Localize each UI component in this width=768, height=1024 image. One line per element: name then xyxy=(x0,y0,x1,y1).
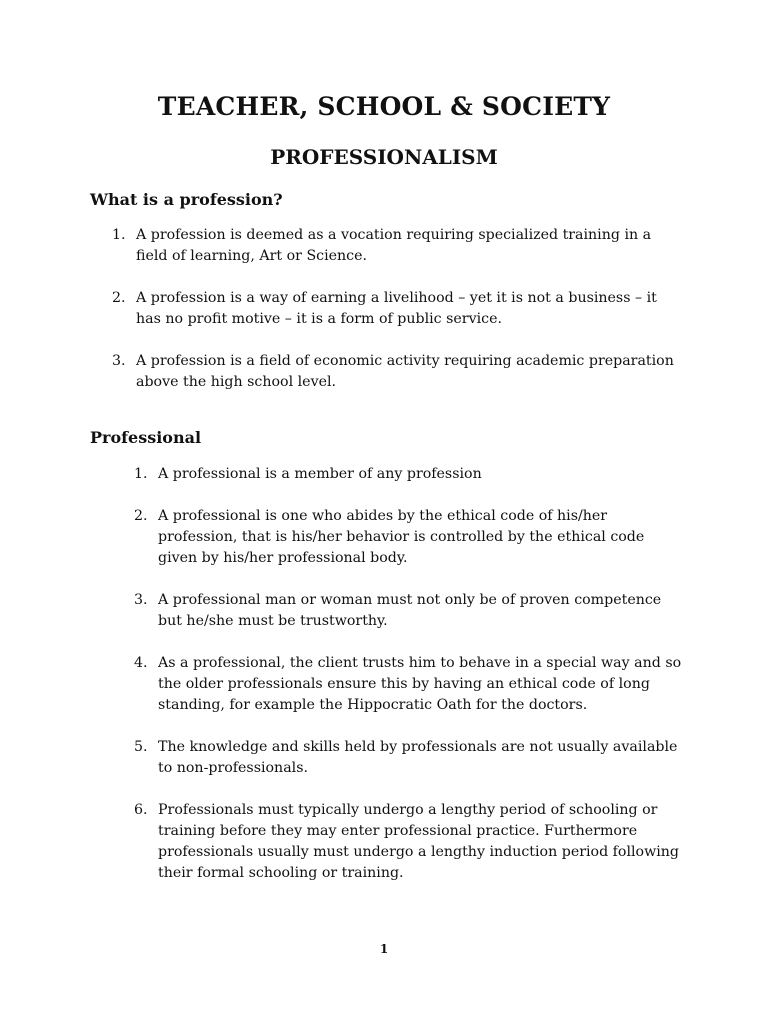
section-heading-professional: Professional xyxy=(90,428,202,447)
professional-definition-list xyxy=(134,464,683,905)
list-item xyxy=(134,800,683,884)
document-subtitle: PROFESSIONALISM xyxy=(270,145,498,169)
list-item-text: A professional is a member of any profession xyxy=(158,466,482,482)
list-item xyxy=(112,351,676,393)
list-item-text: A professional is one who abides by the ethical code of his/her profession, that is his/her behavior is controlled by the ethical code given by his/her professional body. xyxy=(158,508,645,566)
profession-definition-list xyxy=(112,225,676,414)
list-item-number: 2. xyxy=(134,508,148,524)
list-item-text: A profession is deemed as a vocation requiring specialized training in a field of learning, Art or Science. xyxy=(136,227,652,264)
list-item-text: A profession is a field of economic activity requiring academic preparation above the high school level. xyxy=(136,353,674,390)
list-item-number: 3. xyxy=(134,592,148,608)
list-item xyxy=(134,590,683,632)
list-item xyxy=(134,653,683,716)
list-item-number: 4. xyxy=(134,655,148,671)
list-item xyxy=(134,737,683,779)
list-item-number: 1. xyxy=(134,466,148,482)
list-item-text: A professional man or woman must not only be of proven competence but he/she must be trustworthy. xyxy=(158,592,662,629)
list-item-text: Professionals must typically undergo a lengthy period of schooling or training before they may enter professional practice. Furthermore professionals usually must undergo a lengthy induction period following their formal schooling or training. xyxy=(158,802,679,881)
list-item xyxy=(112,225,676,267)
list-item-text: A profession is a way of earning a livelihood – yet it is not a business – it has no profit motive – it is a form of public service. xyxy=(136,290,657,327)
list-item-text: As a professional, the client trusts him to behave in a special way and so the older professionals ensure this by having an ethical code of long standing, for example the Hippocratic Oath for the doctors. xyxy=(158,655,682,713)
list-item-number: 1. xyxy=(112,227,126,243)
list-item xyxy=(134,464,683,485)
document-title: TEACHER, SCHOOL & SOCIETY xyxy=(157,92,611,121)
list-item xyxy=(112,288,676,330)
list-item xyxy=(134,506,683,569)
page-number: 1 xyxy=(379,942,389,956)
list-item-number: 3. xyxy=(112,353,126,369)
list-item-number: 5. xyxy=(134,739,148,755)
section-heading-profession: What is a profession? xyxy=(90,190,283,209)
list-item-number: 6. xyxy=(134,802,148,818)
list-item-number: 2. xyxy=(112,290,126,306)
list-item-text: The knowledge and skills held by professionals are not usually available to non-professionals. xyxy=(158,739,678,776)
